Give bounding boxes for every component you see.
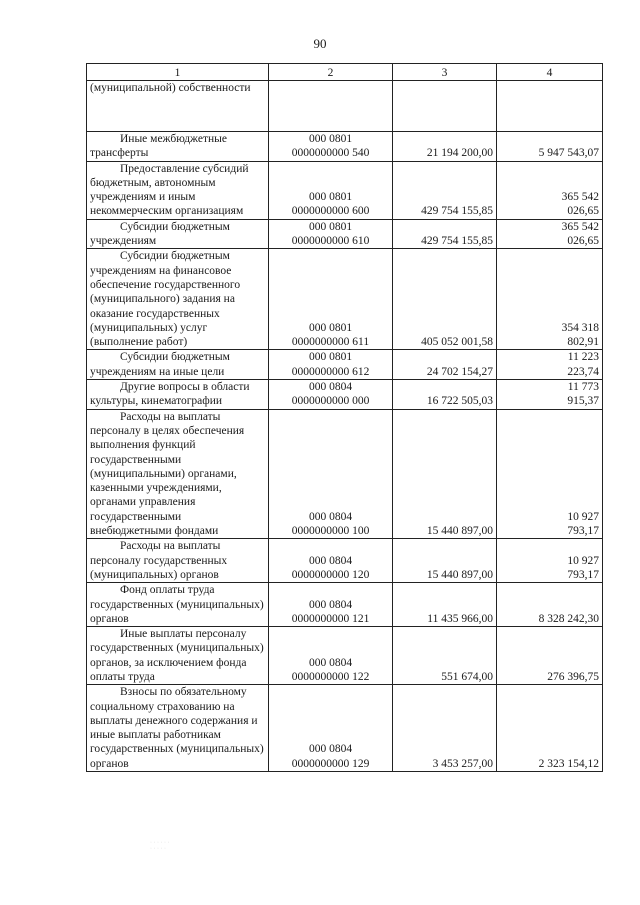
table-row [87, 219, 603, 249]
budget-table [86, 63, 603, 772]
row-code-section: 000 0804 [308, 656, 353, 669]
row-code-section: 000 0801 [308, 133, 353, 145]
value-line: 365 542 [561, 220, 599, 233]
value-line: 11 773 [567, 381, 599, 394]
row-value-executed [497, 409, 603, 539]
row-name [87, 219, 269, 249]
row-value-executed [497, 539, 603, 583]
row-name-text: Другие вопросы в области культуры, кинематографии [90, 381, 250, 408]
row-value-executed: 2 323 154,12 [497, 685, 603, 772]
row-code [269, 539, 393, 583]
row-code [269, 249, 393, 350]
row-code-target: 0000000000 540 [291, 147, 370, 160]
column-header-4: 4 [497, 64, 603, 81]
row-value-executed [497, 249, 603, 350]
row-value-executed: 276 396,75 [497, 627, 603, 685]
row-name [87, 685, 269, 772]
row-code-target: 0000000000 610 [291, 235, 370, 248]
table-row [87, 685, 603, 772]
scan-artifact: · · · · · · · · · · · [150, 840, 170, 852]
table-row [87, 161, 603, 219]
row-name [87, 350, 269, 380]
table-row [87, 81, 603, 132]
row-code-target: 0000000000 600 [291, 205, 370, 218]
row-name [87, 539, 269, 583]
table-row [87, 627, 603, 685]
row-value-planned: 405 052 001,58 [393, 249, 497, 350]
value-line: 793,17 [567, 525, 599, 538]
row-name-text: Иные выплаты персоналу государственных (муниципальных) органов, за исключением фонда оплаты труда [90, 628, 264, 683]
column-header-1: 1 [87, 64, 269, 81]
row-value-executed: 8 328 242,30 [497, 583, 603, 627]
row-code-section: 000 0804 [308, 381, 353, 394]
row-name [87, 583, 269, 627]
row-value-planned: 24 702 154,27 [393, 350, 497, 380]
row-code-target: 0000000000 129 [291, 757, 370, 770]
value-line: 11 223 [567, 351, 599, 364]
row-value-executed [497, 219, 603, 249]
row-code [269, 409, 393, 539]
row-name [87, 409, 269, 539]
row-name-text: Расходы на выплаты персоналу государственных (муниципальных) органов [90, 540, 228, 581]
row-value-executed [497, 81, 603, 132]
table-row [87, 132, 603, 162]
value-line: 026,65 [567, 235, 599, 248]
row-name-text: Расходы на выплаты персоналу в целях обеспечения выполнения функций государственными (муниципальными) органами, казенными учреждениями, органами управления государственными внебюджетными фондами [90, 410, 245, 538]
table-row [87, 350, 603, 380]
row-code [269, 219, 393, 249]
row-name [87, 627, 269, 685]
value-line: 026,65 [567, 205, 599, 218]
row-value-executed: 5 947 543,07 [497, 132, 603, 162]
row-value-planned: 16 722 505,03 [393, 380, 497, 410]
row-code [269, 627, 393, 685]
row-code-section: 000 0804 [308, 743, 353, 756]
row-code-section: 000 0801 [308, 351, 353, 364]
row-code-target: 0000000000 121 [291, 612, 370, 625]
row-name-text: Субсидии бюджетным учреждениям [90, 220, 230, 248]
value-line: 365 542 [561, 191, 599, 204]
row-code-section: 000 0801 [308, 321, 353, 334]
row-code-target: 0000000000 612 [291, 365, 370, 378]
table-row [87, 409, 603, 539]
value-line: 10 927 [567, 510, 599, 523]
value-line: 223,74 [567, 365, 599, 378]
row-value-planned: 15 440 897,00 [393, 539, 497, 583]
row-value-executed [497, 161, 603, 219]
row-code-target: 0000000000 000 [291, 395, 370, 408]
row-name [87, 249, 269, 350]
table-row [87, 539, 603, 583]
page-number: 90 [313, 36, 327, 51]
row-value-planned: 551 674,00 [393, 627, 497, 685]
value-line: 915,37 [567, 395, 599, 408]
row-name [87, 380, 269, 410]
row-name-text: (муниципальной) собственности [90, 82, 251, 94]
row-code [269, 583, 393, 627]
row-code [269, 132, 393, 162]
row-code-target: 0000000000 122 [291, 670, 370, 683]
row-name-text: Субсидии бюджетным учреждениям на финансовое обеспечение государственного (муниципального) задания на оказание государственных (муниципальных) услуг (выполнение работ) [90, 250, 241, 349]
value-line: 802,91 [567, 336, 599, 349]
row-value-executed [497, 380, 603, 410]
value-line: 793,17 [567, 568, 599, 581]
value-line: 354 318 [561, 321, 599, 334]
row-name [87, 161, 269, 219]
row-name [87, 132, 269, 162]
row-code [269, 380, 393, 410]
row-value-planned: 3 453 257,00 [393, 685, 497, 772]
row-value-planned: 21 194 200,00 [393, 132, 497, 162]
row-code-section: 000 0801 [308, 191, 353, 204]
row-value-planned: 429 754 155,85 [393, 219, 497, 249]
row-value-executed [497, 350, 603, 380]
row-code-target: 0000000000 120 [291, 568, 370, 581]
column-header-3: 3 [393, 64, 497, 81]
table-row [87, 249, 603, 350]
row-name-text: Фонд оплаты труда государственных (муниципальных) органов [90, 584, 264, 625]
table-row [87, 583, 603, 627]
row-name-text: Иные межбюджетные трансферты [90, 133, 227, 160]
row-value-planned: 11 435 966,00 [393, 583, 497, 627]
table-row [87, 380, 603, 410]
row-name-text: Субсидии бюджетным учреждениям на иные цели [90, 351, 230, 378]
row-name-text: Взносы по обязательному социальному страхованию на выплаты денежного содержания и иные выплаты работникам государственных (муниципальных) органов [90, 686, 264, 770]
row-code [269, 350, 393, 380]
value-line: 10 927 [567, 554, 599, 567]
row-code-section: 000 0804 [308, 554, 353, 567]
row-value-planned: 429 754 155,85 [393, 161, 497, 219]
table-header-row [87, 64, 603, 81]
row-code-section: 000 0804 [308, 598, 353, 611]
row-code-target: 0000000000 611 [291, 336, 370, 349]
row-code-target: 0000000000 100 [291, 525, 370, 538]
row-value-planned: 15 440 897,00 [393, 409, 497, 539]
row-name-text: Предоставление субсидий бюджетным, автономным учреждениям и иным некоммерческим организациям [90, 162, 249, 218]
row-code-section: 000 0801 [308, 220, 353, 233]
row-code [269, 81, 393, 132]
row-name [87, 81, 269, 132]
row-code [269, 685, 393, 772]
row-code-section: 000 0804 [308, 510, 353, 523]
row-value-planned [393, 81, 497, 132]
column-header-2: 2 [269, 64, 393, 81]
row-code [269, 161, 393, 219]
